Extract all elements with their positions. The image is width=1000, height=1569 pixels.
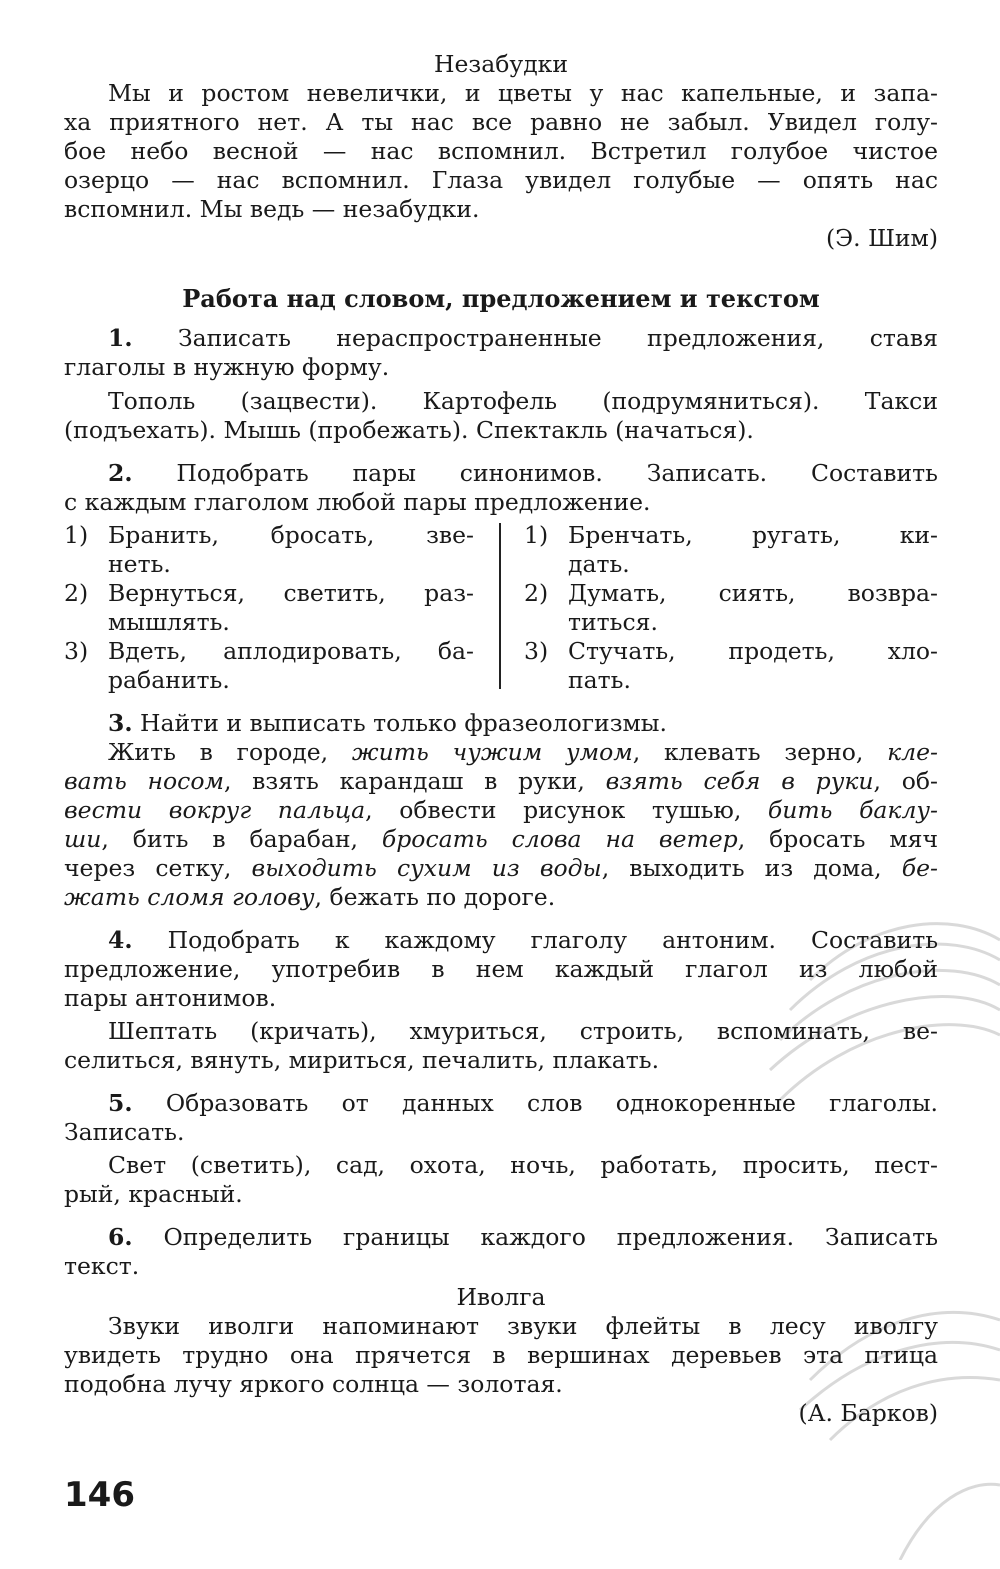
item-text-cont: титься. <box>568 608 658 636</box>
exercise-1-text-cont: (подъехать). Мышь (пробежать). Спектакль (начаться). <box>64 416 754 444</box>
plain-phrase: , об- <box>873 767 938 795</box>
exercise-3-text <box>64 738 938 767</box>
exercise-3-text <box>64 796 938 825</box>
item-number: 3) <box>64 637 89 665</box>
item-text: Стучать, продеть, хло- <box>568 637 938 665</box>
plain-phrase: , бить в барабан, <box>101 825 382 853</box>
exercise-4-task <box>64 926 938 955</box>
plain-phrase: через сетку, <box>64 854 252 882</box>
exercise-4-task-cont: предложение, употребив в нем каждый глагол из любой <box>64 955 938 983</box>
poem-line: озерцо — нас вспомнил. Глаза увидел голубые — опять нас <box>64 166 938 194</box>
column-divider <box>499 523 501 689</box>
page-number: 146 <box>64 1475 135 1515</box>
exercise-5-task-cont: Записать. <box>64 1118 185 1146</box>
list-item <box>64 637 474 695</box>
item-number: 2) <box>524 579 549 607</box>
exercise-number: 6. <box>108 1223 133 1251</box>
exercise-4-text: Шептать (кричать), хмуриться, строить, вспоминать, ве- <box>108 1017 938 1045</box>
list-item <box>524 521 938 579</box>
exercise-number: 4. <box>108 926 133 954</box>
exercise-3-task <box>64 709 938 738</box>
idiom: кле- <box>887 738 938 766</box>
item-text-cont: мышлять. <box>108 608 230 636</box>
item-number: 3) <box>524 637 549 665</box>
plain-phrase: , взять карандаш в руки, <box>223 767 606 795</box>
idiom: бить баклу- <box>767 796 938 824</box>
exercise-3-text <box>64 854 938 883</box>
story-line: Звуки иволги напоминают звуки флейты в лесу иволгу <box>108 1312 938 1340</box>
section-heading: Работа над словом, предложением и текстом <box>182 284 820 313</box>
exercise-3-text <box>64 825 938 854</box>
exercise-number: 3. <box>108 709 133 737</box>
exercise-4-text-cont: селиться, вянуть, мириться, печалить, плакать. <box>64 1046 660 1074</box>
exercise-4-task-cont: пары антонимов. <box>64 984 277 1012</box>
exercise-3-text <box>64 767 938 796</box>
list-item <box>524 579 938 637</box>
story-author: (А. Барков) <box>798 1399 938 1427</box>
exercise-6-task <box>64 1223 938 1252</box>
item-text: Бранить, бросать, зве- <box>108 521 474 549</box>
poem-line: вспомнил. Мы ведь — незабудки. <box>64 195 480 223</box>
exercise-3-text <box>64 883 938 912</box>
poem-line: Мы и ростом невелички, и цветы у нас капельные, и запа- <box>108 79 938 107</box>
task-text: Подобрать к каждому глаголу антоним. Составить <box>167 926 938 954</box>
idiom: бросать слова на ветер <box>381 825 738 853</box>
synonym-columns <box>64 521 938 694</box>
exercise-5-text-cont: рый, красный. <box>64 1180 243 1208</box>
task-text: Образовать от данных слов однокоренные глаголы. <box>165 1089 938 1117</box>
item-text-cont: неть. <box>108 550 171 578</box>
story-line: увидеть трудно она прячется в вершинах деревьев эта птица <box>64 1341 938 1369</box>
left-column <box>64 521 474 695</box>
page-content <box>64 48 938 1428</box>
idiom: взять себя в руки <box>605 767 874 795</box>
poem-author: (Э. Шим) <box>825 224 938 252</box>
item-text: Вдеть, аплодировать, ба- <box>108 637 474 665</box>
plain-phrase: Жить в городе, <box>108 738 352 766</box>
exercise-6-task-cont: текст. <box>64 1252 140 1280</box>
idiom: ши <box>64 825 102 853</box>
list-item <box>64 579 474 637</box>
plain-phrase: , бежать по дороге. <box>314 883 556 911</box>
item-number: 2) <box>64 579 89 607</box>
idiom: бе- <box>901 854 938 882</box>
plain-phrase: , выходить из дома, <box>601 854 902 882</box>
idiom: жать сломя голову <box>64 883 315 911</box>
story-line: подобна лучу яркого солнца — золотая. <box>64 1370 563 1398</box>
plain-phrase: , обвести рисунок тушью, <box>365 796 768 824</box>
plain-phrase: , клевать зерно, <box>632 738 888 766</box>
item-number: 1) <box>524 521 549 549</box>
list-item <box>524 637 938 695</box>
task-text: Найти и выписать только фразеологизмы. <box>140 709 667 737</box>
poem-line: бое небо весной — нас вспомнил. Встретил голубое чистое <box>64 137 938 165</box>
task-text: Определить границы каждого предложения. Записать <box>163 1223 938 1251</box>
exercise-1-task <box>64 324 938 353</box>
exercise-2-task <box>64 459 938 488</box>
idiom: вать носом <box>64 767 224 795</box>
item-text-cont: пать. <box>568 666 631 694</box>
exercise-1-text: Тополь (зацвести). Картофель (подрумяниться). Такси <box>108 387 938 415</box>
idiom: жить чужим умом <box>351 738 633 766</box>
idiom: выходить сухим из воды <box>251 854 602 882</box>
exercise-number: 1. <box>108 324 133 352</box>
exercise-number: 5. <box>108 1089 133 1117</box>
list-item <box>64 521 474 579</box>
item-text: Вернуться, светить, раз- <box>108 579 474 607</box>
exercise-2-task-cont: с каждым глаголом любой пары предложение. <box>64 488 651 516</box>
exercise-number: 2. <box>108 459 133 487</box>
exercise-5-task <box>64 1089 938 1118</box>
item-text: Думать, сиять, возвра- <box>568 579 938 607</box>
poem-title: Незабудки <box>433 50 569 78</box>
task-text: Записать нераспространенные предложения, ставя <box>177 324 938 352</box>
item-text-cont: рабанить. <box>108 666 230 694</box>
exercise-5-text: Свет (светить), сад, охота, ночь, работать, просить, пест- <box>108 1151 938 1179</box>
exercise-1-task-cont: глаголы в нужную форму. <box>64 353 390 381</box>
task-text: Подобрать пары синонимов. Записать. Составить <box>176 459 938 487</box>
idiom: вести вокруг пальца <box>64 796 366 824</box>
story-title: Иволга <box>456 1283 546 1311</box>
item-text-cont: дать. <box>568 550 630 578</box>
right-column <box>524 521 938 695</box>
poem-line: ха приятного нет. А ты нас все равно не забыл. Увидел голу- <box>64 108 938 136</box>
plain-phrase: , бросать мяч <box>737 825 938 853</box>
item-text: Бренчать, ругать, ки- <box>568 521 938 549</box>
item-number: 1) <box>64 521 89 549</box>
